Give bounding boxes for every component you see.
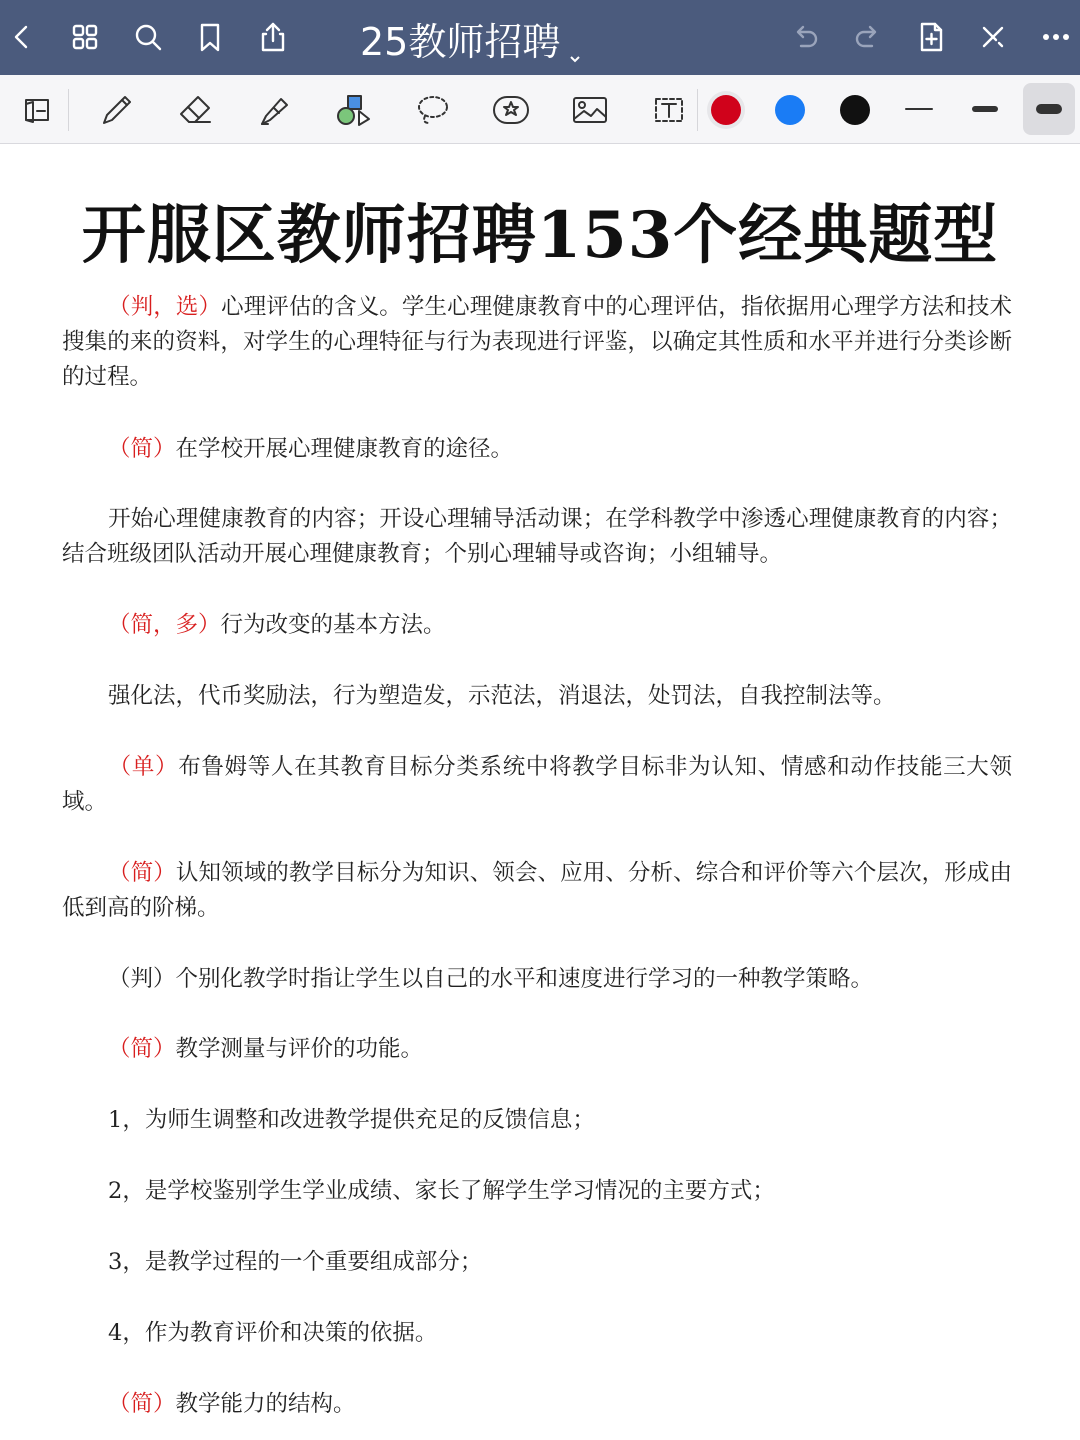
paragraph-text: 开始心理健康教育的内容；开设心理辅导活动课；在学科教学中渗透心理健康教育的内容；结合班级团队活动开展心理健康教育；个别心理辅导或咨询；小组辅导。: [62, 506, 1012, 567]
paragraph-text: （判）个别化教学时指让学生以自己的水平和速度进行学习的一种教学策略。: [108, 966, 874, 992]
paragraph: [62, 432, 1012, 467]
stroke-width-thick[interactable]: [1036, 104, 1062, 114]
image-icon[interactable]: [567, 87, 613, 133]
stroke-width-medium[interactable]: [972, 106, 998, 112]
chevron-down-icon: [568, 31, 582, 45]
toolbar-divider: [68, 89, 69, 131]
lasso-icon[interactable]: [410, 87, 456, 133]
share-icon[interactable]: [253, 17, 293, 57]
more-icon[interactable]: [1036, 17, 1076, 57]
paragraph-text: 2，是学校鉴别学生学业成绩、家长了解学生学习情况的主要方式；: [108, 1178, 775, 1204]
eraser-icon[interactable]: [173, 87, 219, 133]
paragraph-text: 教学测量与评价的功能。: [175, 1036, 424, 1062]
shapes-icon[interactable]: [331, 87, 377, 133]
read-mode-icon[interactable]: [15, 87, 61, 133]
paragraph: [62, 290, 1012, 395]
sticker-icon[interactable]: [488, 87, 534, 133]
paragraph-text: 认知领域的教学目标分为知识、领会、应用、分析、综合和评价等六个层次，形成由低到高的阶梯。: [62, 860, 1012, 921]
list-item: [62, 1316, 1012, 1351]
document-title: 25教师招聘: [360, 19, 561, 64]
close-tools-icon[interactable]: [973, 17, 1013, 57]
paragraph-text: 1，为师生调整和改进教学提供充足的反馈信息；: [108, 1107, 595, 1133]
bookmark-icon[interactable]: [190, 17, 230, 57]
paragraph-text: 3，是教学过程的一个重要组成部分；: [108, 1249, 483, 1275]
paragraph: [62, 502, 1012, 572]
color-swatch-blue[interactable]: [775, 95, 805, 125]
top-bar: [0, 0, 1080, 75]
search-icon[interactable]: [128, 17, 168, 57]
question-tag: （简）: [108, 436, 176, 462]
add-page-icon[interactable]: [911, 17, 951, 57]
undo-icon[interactable]: [785, 17, 825, 57]
stroke-width-thin[interactable]: [905, 108, 933, 110]
highlighter-icon[interactable]: [252, 87, 298, 133]
color-swatch-red[interactable]: [711, 95, 741, 125]
color-swatch-black[interactable]: [840, 95, 870, 125]
question-tag: （简）: [108, 1036, 176, 1062]
paragraph-text: 教学能力的结构。: [175, 1391, 356, 1417]
annotation-toolbar: [0, 75, 1080, 144]
document-heading: 开服区教师招聘153个经典题型: [81, 198, 999, 273]
paragraph: [62, 750, 1012, 820]
question-tag: （简）: [108, 860, 176, 886]
toolbar-divider: [697, 89, 698, 131]
paragraph-text: 强化法，代币奖励法，行为塑造发，示范法，消退法，处罚法，自我控制法等。: [108, 683, 896, 709]
pen-icon[interactable]: [94, 87, 140, 133]
paragraph: [62, 1387, 1012, 1422]
paragraph-text: 在学校开展心理健康教育的途径。: [175, 436, 514, 462]
list-item: [62, 1174, 1012, 1209]
paragraph-text: 行为改变的基本方法。: [220, 612, 446, 638]
question-tag: （简）: [108, 1391, 176, 1417]
question-tag: （单）: [108, 754, 179, 780]
list-item: [62, 1103, 1012, 1138]
question-tag: （判，选）: [108, 294, 222, 320]
paragraph-text: 布鲁姆等人在其教育目标分类系统中将教学目标非为认知、情感和动作技能三大领域。: [62, 754, 1012, 815]
paragraph: [62, 856, 1012, 926]
text-box-icon[interactable]: [646, 87, 692, 133]
redo-icon[interactable]: [848, 17, 888, 57]
list-item: [62, 1245, 1012, 1280]
document-page: [0, 144, 1080, 1440]
paragraph: [62, 1032, 1012, 1067]
paragraph: [62, 608, 1012, 643]
grid-icon[interactable]: [65, 17, 105, 57]
paragraph: [62, 962, 1012, 997]
question-tag: （简，多）: [108, 612, 221, 638]
back-icon[interactable]: [2, 17, 42, 57]
paragraph: [62, 679, 1012, 714]
document-title-menu[interactable]: [360, 14, 582, 62]
paragraph-text: 4，作为教育评价和决策的依据。: [108, 1320, 438, 1346]
paragraph-text: 心理评估的含义。学生心理健康教育中的心理评估，指依据用心理学方法和技术搜集的来的资料，对学生的心理特征与行为表现进行评鉴，以确定其性质和水平并进行分类诊断的过程。: [62, 294, 1012, 390]
